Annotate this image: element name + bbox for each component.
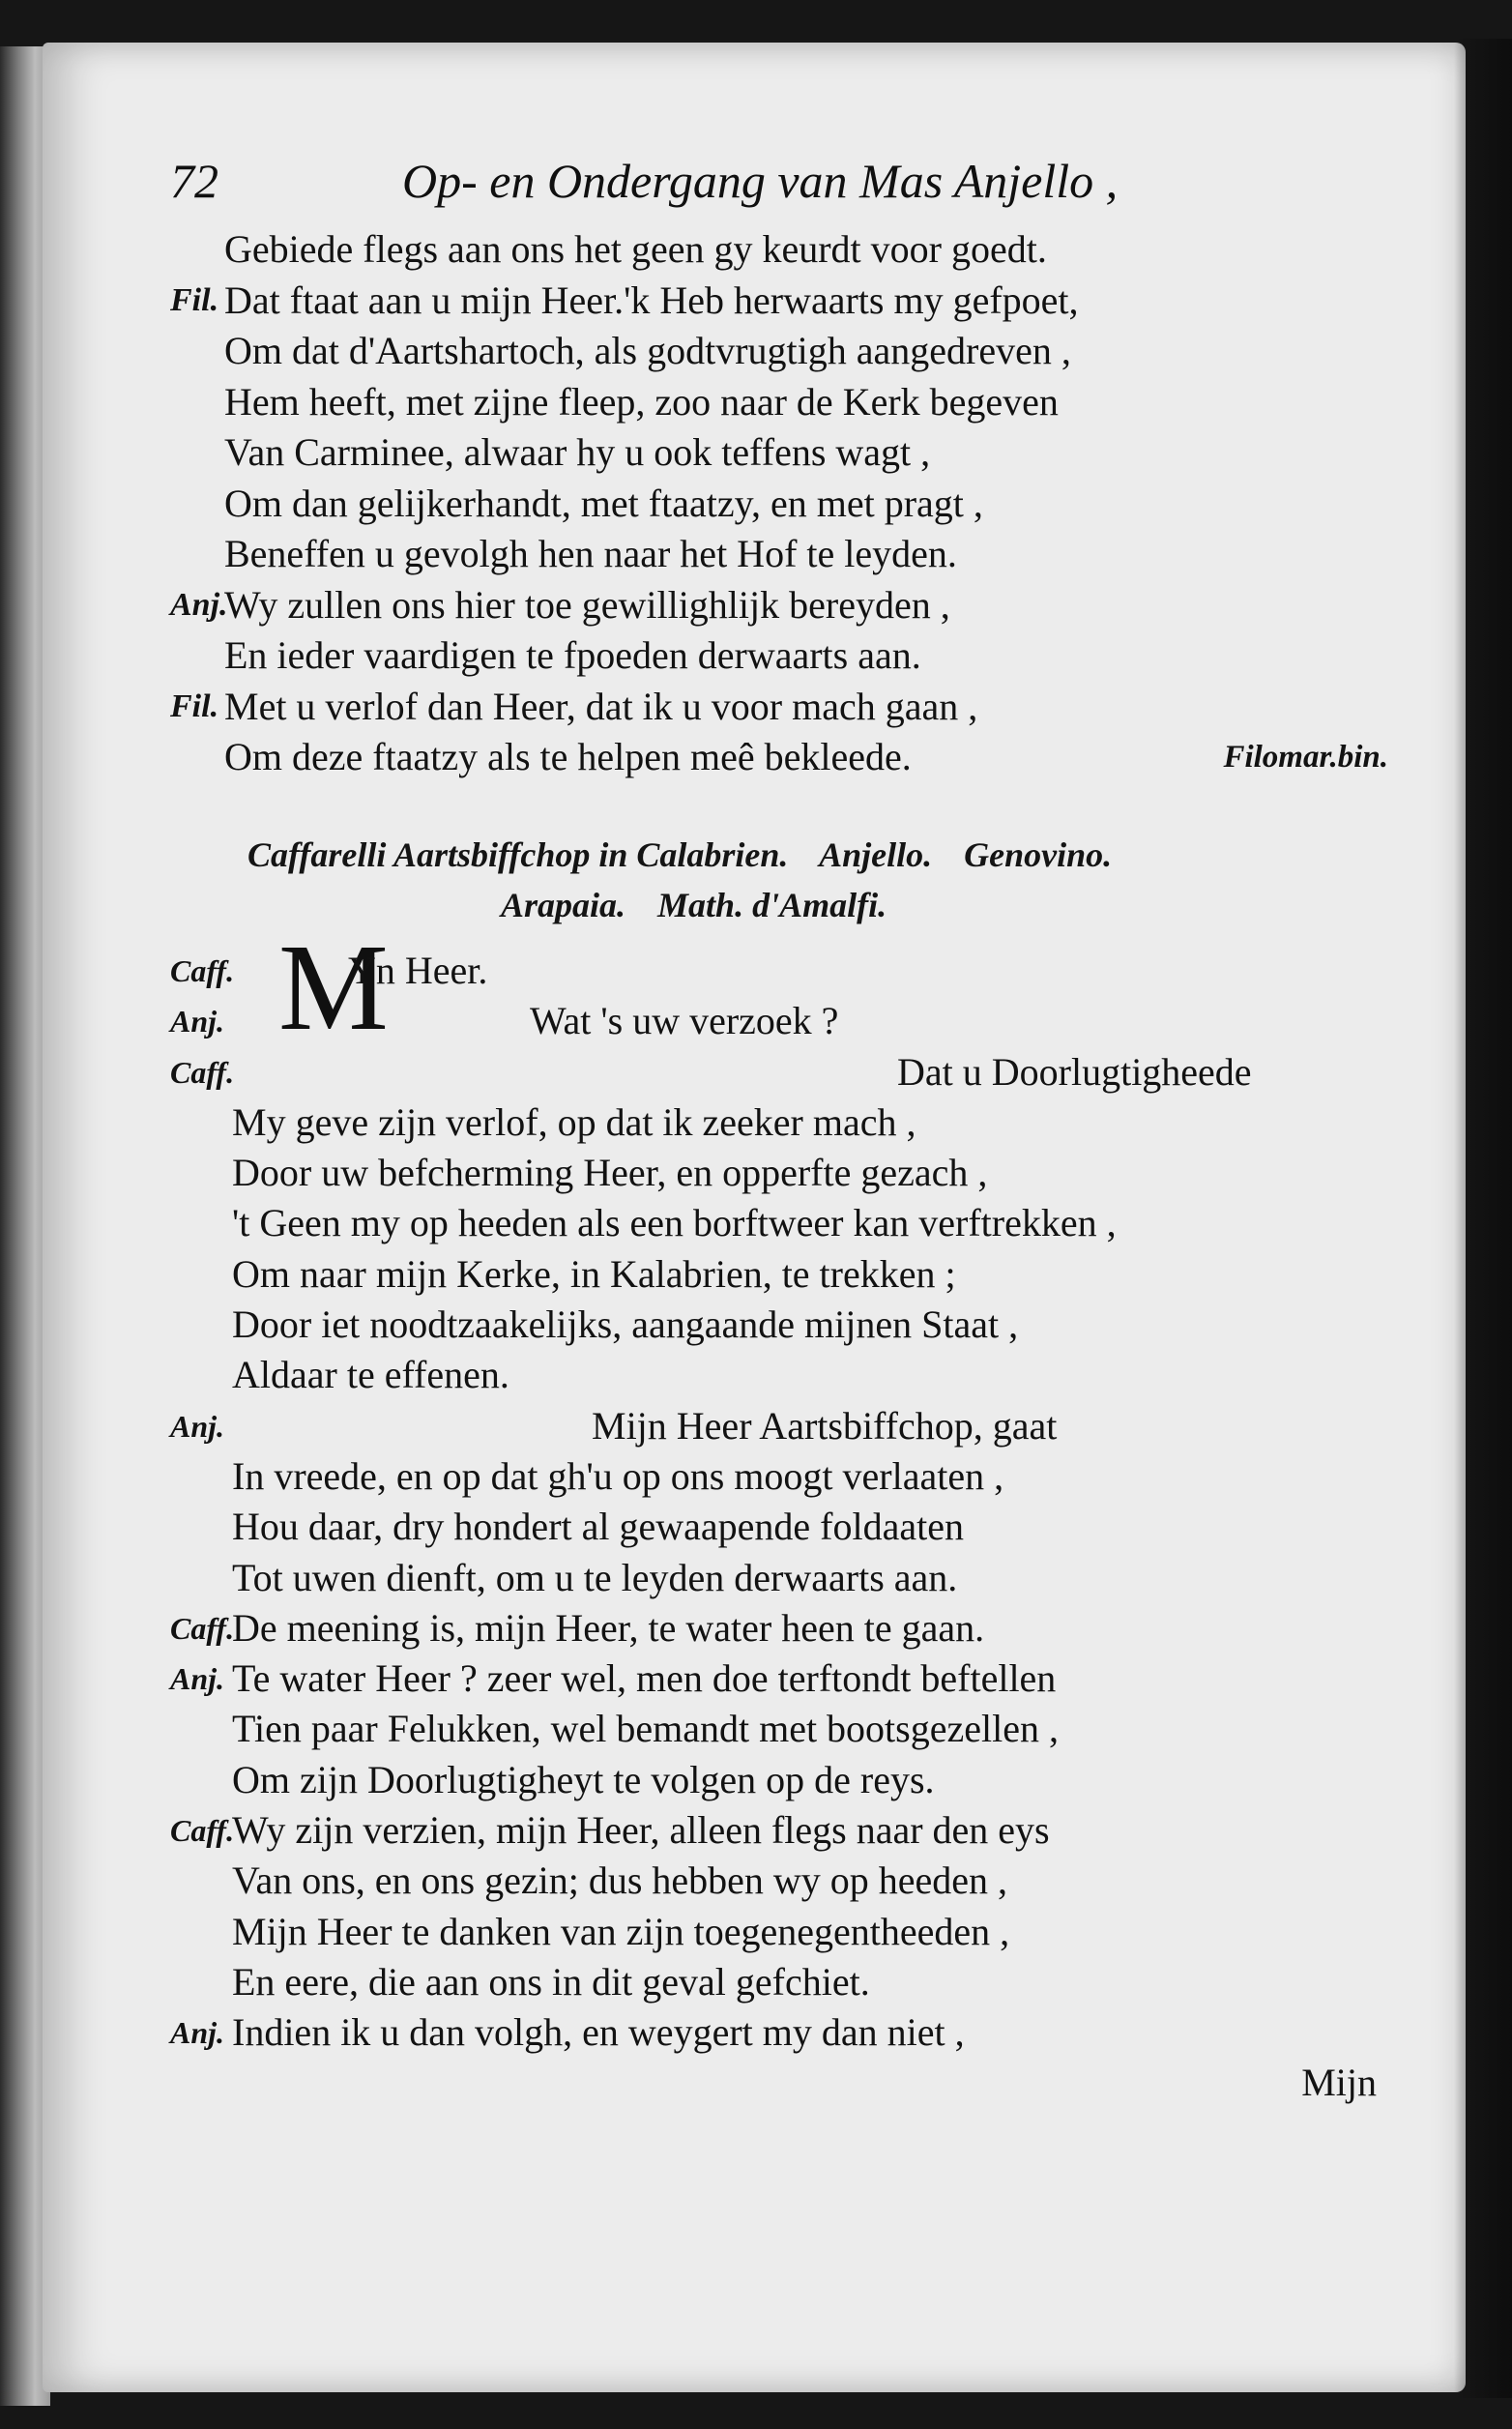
verse-text: Om dat d'Aartshartoch, als godtvrugtigh aangedreven , [224, 329, 1071, 372]
dialogue-line [170, 1502, 1388, 1552]
dialogue-line [170, 1451, 1388, 1502]
verse-text: My geve zijn verlof, op dat ik zeeker mach , [232, 1099, 916, 1144]
verse-text: En eere, die aan ons in dit geval gefchiet. [232, 1959, 870, 2004]
dialogue-line [170, 1603, 1388, 1653]
character-name: Anjello. [819, 835, 933, 874]
dialogue-line [170, 1198, 1388, 1248]
dialogue-line [170, 1553, 1388, 1603]
character-name: Caffarelli Aartsbiffchop in Calabrien. [247, 835, 789, 874]
scene-heading-row [247, 880, 1350, 930]
verse-text: Beneffen u gevolgh hen naar het Hof te leyden. [224, 532, 957, 575]
dialogue-line [170, 1249, 1388, 1300]
verse-text: Om zijn Doorlugtigheyt te volgen op de reys. [232, 1757, 935, 1801]
verse-text: Mijn Heer te danken van zijn toegenegentheeden , [232, 1909, 1010, 1953]
dialogue-line [170, 1653, 1388, 1704]
catchword: Mijn [1301, 2061, 1377, 2104]
verse-text: Hem heeft, met zijne fleep, zoo naar de Kerk begeven [224, 379, 1059, 424]
verse-text: Met u verlof dan Heer, dat ik u voor mach gaan , [224, 684, 978, 728]
speaker-label: Caff. [170, 1610, 235, 1646]
verse-text: Wy zullen ons hier toe gewillighlijk bereyden , [224, 582, 950, 627]
verse-text: Wy zijn verzien, mijn Heer, alleen flegs naar den eys [232, 1808, 1050, 1853]
verse-text: Wat 's uw verzoek ? [530, 999, 839, 1043]
verse-line [170, 630, 1388, 682]
verse-text: Indien ik u dan volgh, en weygert my dan niet , [232, 2010, 965, 2055]
dialogue-line [170, 1300, 1388, 1350]
dialogue-line [170, 1907, 1388, 1957]
character-name: Genovino. [964, 835, 1113, 874]
scene-heading-row [247, 830, 1350, 880]
verse-line [170, 732, 1388, 783]
verse-text: En ieder vaardigen te fpoeden derwaarts aan. [224, 633, 921, 677]
speaker-label: Anj. [170, 1408, 225, 1444]
verse-line [170, 479, 1388, 530]
page-number: 72 [170, 154, 218, 208]
verse-line [170, 377, 1388, 428]
dialogue-line [170, 1401, 1388, 1451]
speaker-label: Caff. [170, 953, 235, 988]
dialogue-line [170, 1148, 1388, 1198]
verse-text: Dat u Doorlugtigheede [897, 1049, 1252, 1094]
verse-block-top [170, 224, 1388, 783]
verse-text: Tot uwen dienft, om u te leyden derwaarts aan. [232, 1555, 958, 1599]
stage-direction: Filomar.bin. [1223, 740, 1388, 775]
character-name: Math. d'Amalfi. [657, 886, 887, 924]
verse-line [170, 580, 1388, 631]
verse-text: Door uw befcherming Heer, en opperfte gezach , [232, 1151, 988, 1195]
speaker-label: Fil. [170, 281, 219, 318]
verse-line [170, 529, 1388, 580]
verse-text: Te water Heer ? zeer wel, men doe terftondt beftellen [232, 1656, 1057, 1701]
verse-text: Door iet noodtzaakelijks, aangaande mijnen Staat , [232, 1302, 1019, 1347]
verse-line [170, 682, 1388, 733]
verse-text: De meening is, mijn Heer, te water heen te gaan. [232, 1605, 985, 1650]
verse-line [170, 427, 1388, 479]
verse-text: Van Carminee, alwaar hy u ook teffens wagt , [224, 430, 931, 474]
verse-text: In vreede, en op dat gh'u op ons moogt verlaaten , [232, 1453, 1004, 1498]
verse-text: Yn Heer. [348, 949, 488, 992]
dialogue-block [170, 919, 1388, 2059]
dialogue-line [170, 1856, 1388, 1906]
dialogue-line [170, 996, 1388, 1046]
running-head: Op- en Ondergang van Mas Anjello , [402, 154, 1119, 208]
drop-cap: M [278, 919, 389, 1056]
verse-text: Hou daar, dry hondert al gewaapende foldaaten [232, 1505, 964, 1549]
dialogue-line [170, 1755, 1388, 1805]
dialogue-line [170, 2007, 1388, 2058]
verse-line [170, 276, 1388, 327]
verse-text: Van ons, en ons gezin; dus hebben wy op heeden , [232, 1858, 1008, 1903]
dialogue-line [170, 1097, 1388, 1148]
right-edge-shadow [1454, 39, 1512, 2398]
verse-text: Mijn Heer Aartsbiffchop, gaat [592, 1403, 1058, 1448]
page-header [170, 153, 1388, 220]
speaker-label: Anj. [170, 1661, 225, 1697]
verse-text: 't Geen my op heeden als een borftweer kan verftrekken , [232, 1201, 1117, 1245]
character-name: Arapaia. [501, 886, 626, 924]
speaker-label: Anj. [170, 2015, 225, 2051]
verse-line [170, 224, 1388, 276]
verse-text: Om deze ftaatzy als te helpen meê bekleede. [224, 735, 912, 778]
verse-text: Om dan gelijkerhandt, met ftaatzy, en met pragt , [224, 481, 983, 525]
dialogue-line [170, 1805, 1388, 1856]
dialogue-line [170, 1047, 1388, 1097]
dialogue-line [170, 1957, 1388, 2007]
speaker-label: Anj. [170, 586, 228, 623]
speaker-label: Anj. [170, 1004, 225, 1039]
verse-text: Tien paar Felukken, wel bemandt met bootsgezellen , [232, 1707, 1059, 1751]
speaker-label: Caff. [170, 1054, 235, 1090]
verse-line [170, 326, 1388, 377]
speaker-label: Caff. [170, 1813, 235, 1849]
speaker-label: Fil. [170, 688, 219, 724]
dialogue-line [170, 1704, 1388, 1754]
verse-text: Om naar mijn Kerke, in Kalabrien, te trekken ; [232, 1251, 956, 1296]
verse-text: Dat ftaat aan u mijn Heer.'k Heb herwaarts my gefpoet, [224, 278, 1079, 322]
verse-text: Aldaar te effenen. [232, 1353, 509, 1397]
dialogue-line [170, 1350, 1388, 1400]
verse-text: Gebiede flegs aan ons het geen gy keurdt voor goedt. [224, 227, 1047, 271]
scene-heading [247, 830, 1350, 930]
